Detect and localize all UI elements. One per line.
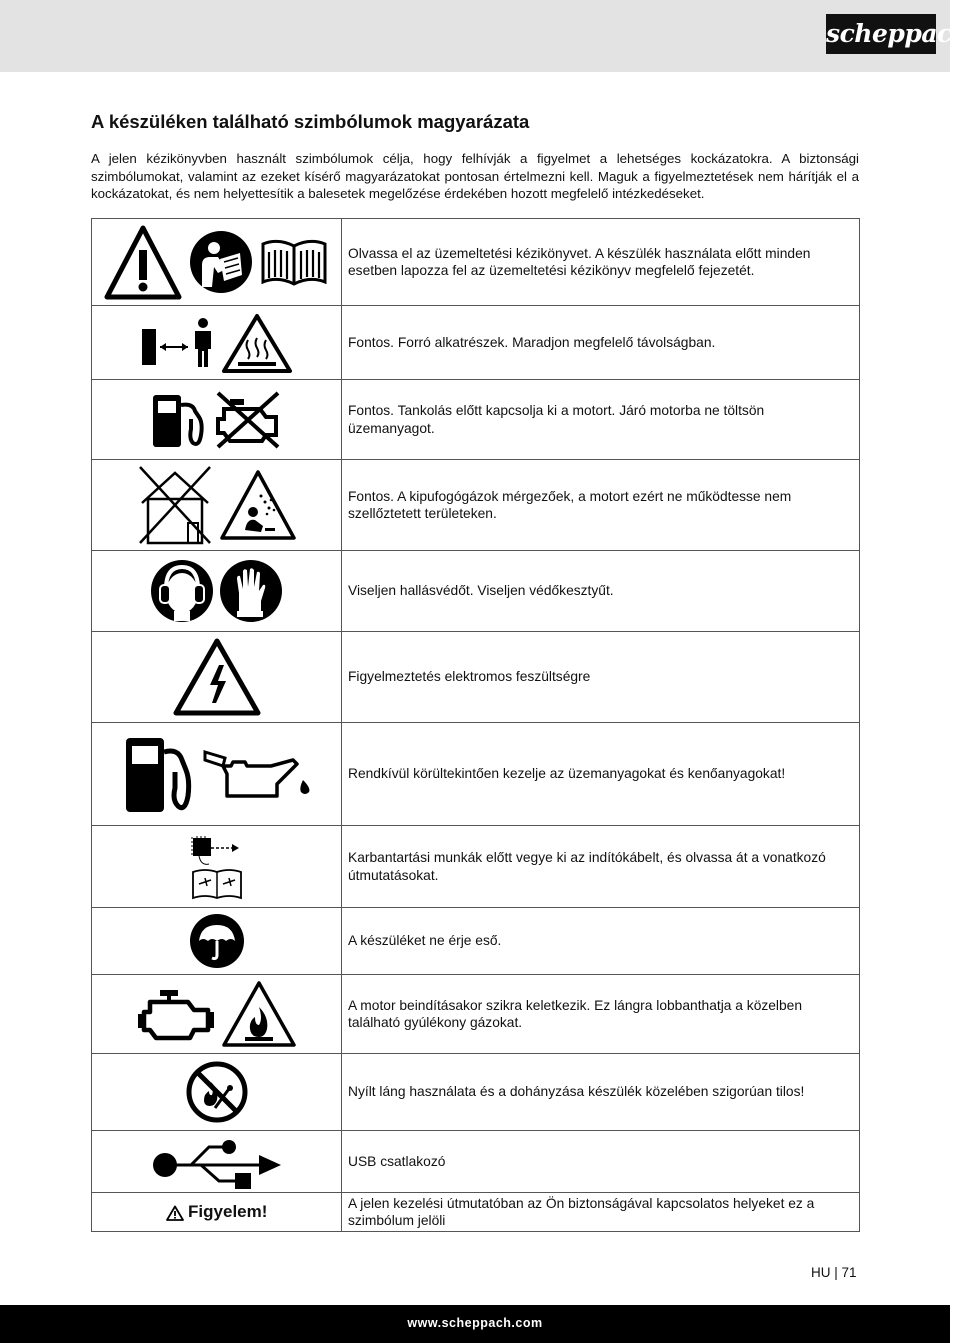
ear-protection-icon <box>150 559 214 623</box>
keep-distance-icon <box>140 317 216 369</box>
table-row <box>92 1054 860 1131</box>
symbol-description: Viseljen hallásvédőt. Viseljen védőkesztyűt. <box>342 551 860 632</box>
table-row <box>92 975 860 1054</box>
symbol-cell <box>92 460 342 551</box>
table-row <box>92 908 860 975</box>
symbol-description: Fontos. A kipufogógázok mérgezőek, a motort ezért ne működtesse nem szellőztetett területeken. <box>342 460 860 551</box>
gloves-icon <box>219 559 283 623</box>
fuel-pump-icon <box>122 732 196 816</box>
symbol-cell <box>92 1054 342 1131</box>
oil-can-icon <box>201 744 311 804</box>
table-row <box>92 1193 860 1232</box>
header-bar <box>0 0 969 72</box>
keep-dry-umbrella-icon <box>189 913 245 969</box>
engine-icon <box>136 984 216 1044</box>
symbol-cell <box>92 1131 342 1193</box>
symbol-cell <box>92 826 342 908</box>
usb-icon <box>149 1135 285 1189</box>
attention-label: Figyelem! <box>188 1202 268 1221</box>
fuel-pump-icon <box>149 389 209 451</box>
symbol-cell <box>92 632 342 723</box>
symbol-description: Rendkívül körültekintően kezelje az üzemanyagokat és kenőanyagokat! <box>342 723 860 826</box>
warning-triangle-icon <box>103 223 183 301</box>
scheppach-logo: scheppach <box>826 14 936 54</box>
table-row <box>92 1131 860 1193</box>
symbol-cell <box>92 975 342 1054</box>
flammable-icon <box>221 979 297 1049</box>
symbol-description: A motor beindításakor szikra keletkezik. Ez lángra lobbanthatja a közelben található gyúlékony gázokat. <box>342 975 860 1054</box>
read-manual-icon <box>188 229 254 295</box>
symbol-description: Nyílt láng használata és a dohányzása készülék közelében szigorúan tilos! <box>342 1054 860 1131</box>
hot-surface-icon <box>221 312 293 374</box>
table-row <box>92 723 860 826</box>
symbol-cell <box>92 551 342 632</box>
no-open-flame-icon <box>185 1060 249 1124</box>
symbol-cell <box>92 1193 342 1232</box>
toxic-fumes-icon <box>219 468 297 542</box>
table-row <box>92 551 860 632</box>
no-indoor-use-icon <box>136 465 214 545</box>
table-row <box>92 632 860 723</box>
intro-paragraph: A jelen kézikönyvben használt szimbólumok célja, hogy felhívják a figyelmet a lehetséges kockázatokra. A biztonsági szimbólumokat, valamint az ezeket kísérő magyarázatokat pontosan értelmezni kell. Maguk a figyelmeztetések nem hárítják el a kockázatokat, és nem helyettesítik a balesetek megelőzése érdekében hozott megfelelő intézkedéseket. <box>91 151 859 201</box>
symbol-table <box>91 218 860 1232</box>
symbol-cell <box>92 219 342 306</box>
symbol-description: Fontos. Tankolás előtt kapcsolja ki a motort. Járó motorba ne töltsön üzemanyagot. <box>342 380 860 460</box>
symbol-cell <box>92 723 342 826</box>
symbol-cell <box>92 306 342 380</box>
symbol-description: USB csatlakozó <box>342 1131 860 1193</box>
symbol-description: Olvassa el az üzemeltetési kézikönyvet. A készülék használata előtt minden esetben lapozza fel az üzemeltetési kézikönyv megfelelő fejezetét. <box>342 219 860 306</box>
symbol-cell <box>92 908 342 975</box>
disconnect-cable-icon <box>189 832 245 902</box>
table-row <box>92 306 860 380</box>
symbol-description: A jelen kezelési útmutatóban az Ön biztonságával kapcsolatos helyeket ez a szimbólum jelöli <box>342 1193 860 1232</box>
symbol-description: Figyelmeztetés elektromos feszültségre <box>342 632 860 723</box>
page-title: A készüléken található szimbólumok magyarázata <box>91 111 530 132</box>
footer-url[interactable]: www.scheppach.com <box>407 1316 543 1330</box>
symbol-description: Fontos. Forró alkatrészek. Maradjon megfelelő távolságban. <box>342 306 860 380</box>
attention-triangle-icon <box>166 1205 184 1221</box>
table-row <box>92 219 860 306</box>
footer-bar <box>0 1305 950 1343</box>
open-book-icon <box>258 236 330 288</box>
symbol-cell <box>92 380 342 460</box>
table-row <box>92 826 860 908</box>
page-number: HU | 71 <box>811 1265 857 1280</box>
table-row <box>92 380 860 460</box>
symbol-description: A készüléket ne érje eső. <box>342 908 860 975</box>
electric-voltage-icon <box>172 637 262 717</box>
symbol-description: Karbantartási munkák előtt vegye ki az indítókábelt, és olvassa át a vonatkozó útmutatásokat. <box>342 826 860 908</box>
table-row <box>92 460 860 551</box>
no-running-engine-icon <box>214 389 284 451</box>
